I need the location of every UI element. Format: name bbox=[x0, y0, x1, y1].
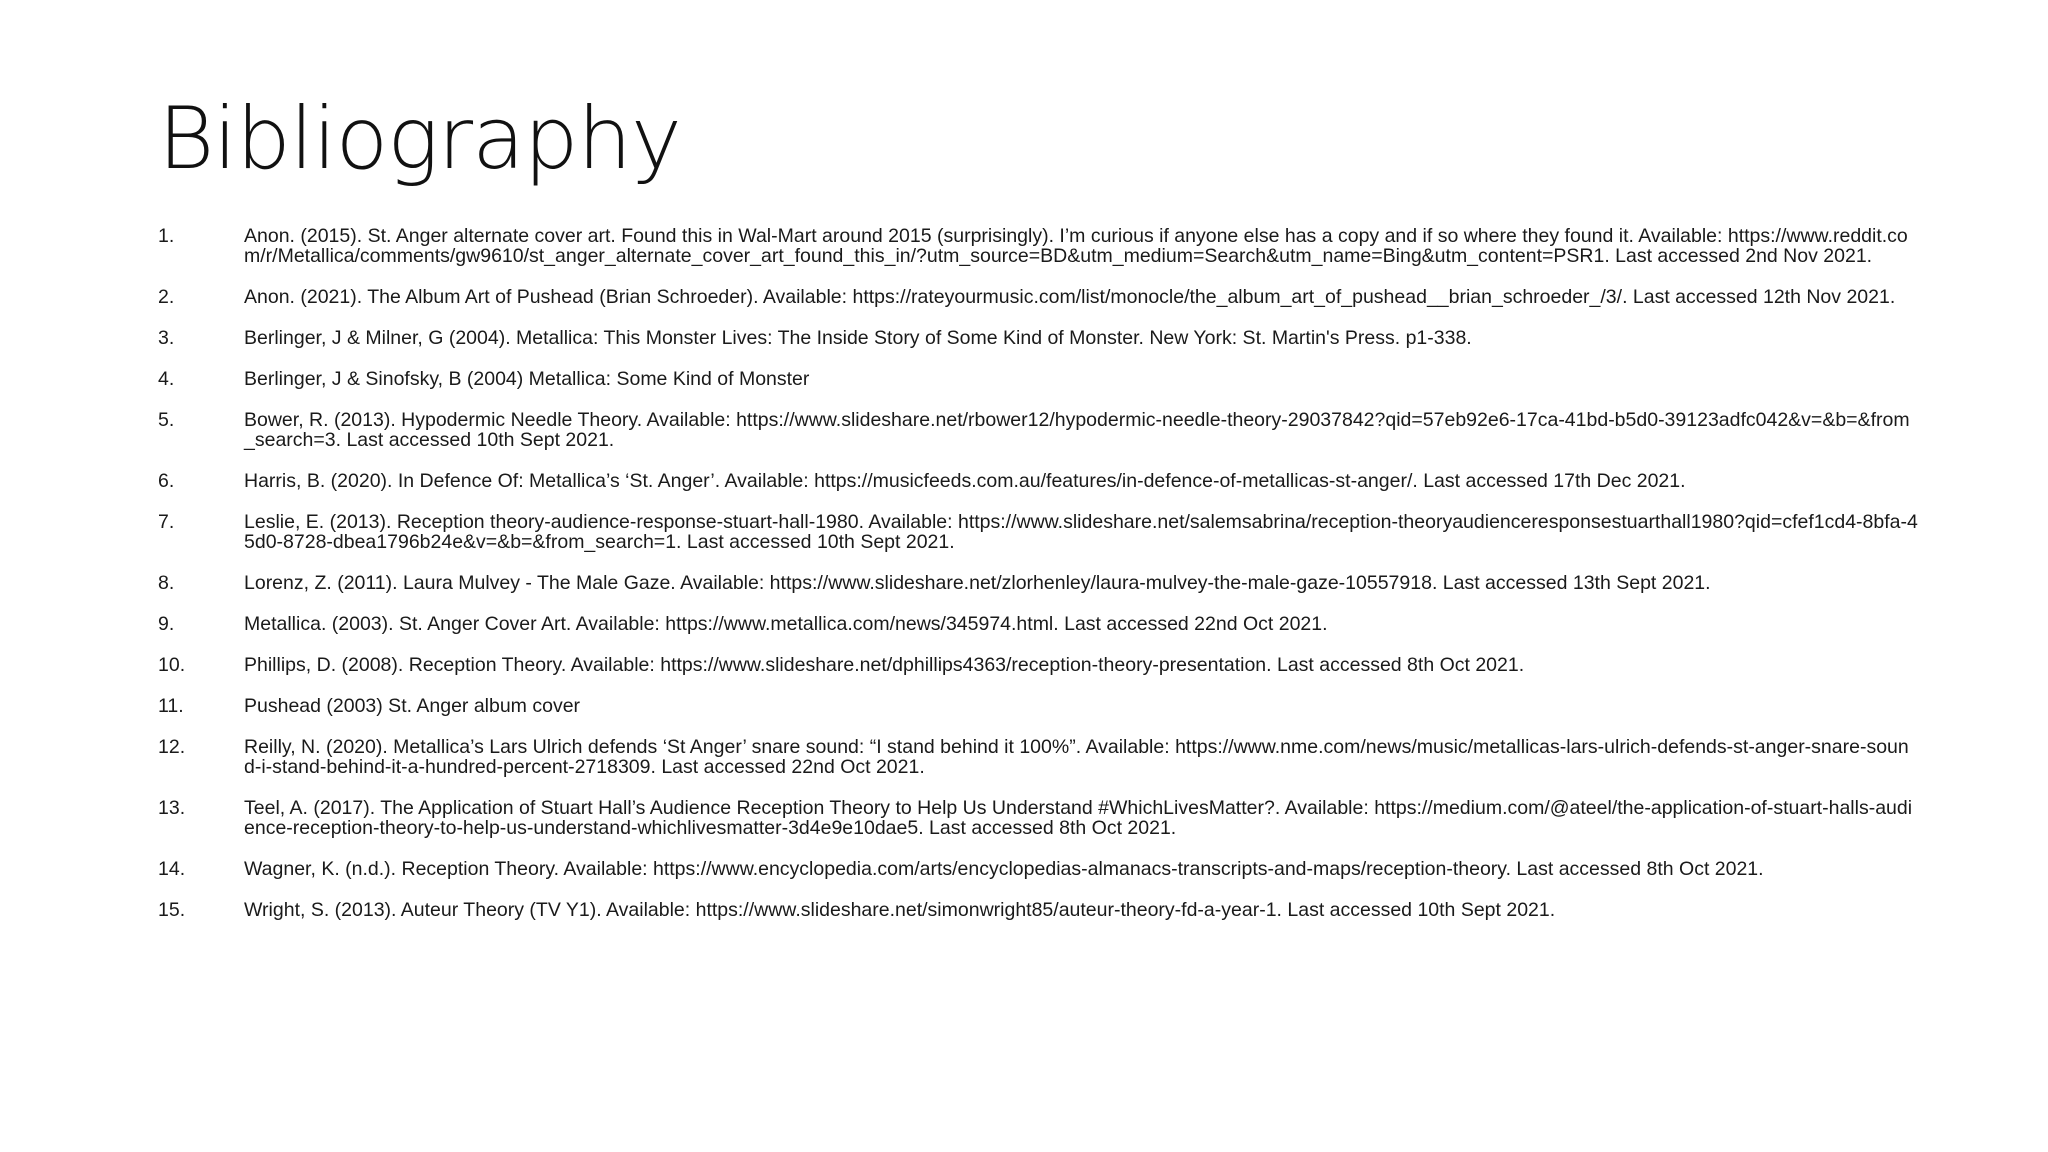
reference-number: 2. bbox=[158, 286, 175, 308]
reference-number: 15. bbox=[158, 899, 186, 921]
reference-item bbox=[158, 573, 1918, 593]
reference-item bbox=[158, 614, 1918, 634]
reference-item bbox=[158, 737, 1918, 777]
slide-title: Bibliography bbox=[158, 89, 681, 189]
reference-number: 4. bbox=[158, 368, 175, 390]
reference-text: Phillips, D. (2008). Reception Theory. Available: https://www.slideshare.net/dphillips4363/reception-theory-presentation. Last accessed 8th Oct 2021. bbox=[244, 654, 1525, 676]
reference-item bbox=[158, 696, 1918, 716]
reference-item bbox=[158, 369, 1918, 389]
reference-text: Reilly, N. (2020). Metallica’s Lars Ulrich defends ‘St Anger’ snare sound: “I stand behind it 100%”. Available: https://www.nme.com/news/music/metallicas-lars-ulrich-defends-st-anger-snare-sound-i-stand-behind-it-a-hundred-percent-2718309. Last accessed 22nd Oct 2021. bbox=[244, 736, 1909, 778]
reference-item bbox=[158, 226, 1918, 266]
reference-text: Harris, B. (2020). In Defence Of: Metallica’s ‘St. Anger’. Available: https://musicfeeds.com.au/features/in-defence-of-metallicas-st-anger/. Last accessed 17th Dec 2021. bbox=[244, 470, 1686, 492]
reference-text: Anon. (2021). The Album Art of Pushead (Brian Schroeder). Available: https://rateyourmusic.com/list/monocle/the_album_art_of_pushead__brian_schroeder_/3/. Last accessed 12th Nov 2021. bbox=[244, 286, 1896, 308]
reference-number: 8. bbox=[158, 572, 175, 594]
reference-text: Metallica. (2003). St. Anger Cover Art. Available: https://www.metallica.com/news/345974.html. Last accessed 22nd Oct 2021. bbox=[244, 613, 1328, 635]
reference-number: 7. bbox=[158, 511, 175, 533]
reference-item bbox=[158, 655, 1918, 675]
reference-text: Wright, S. (2013). Auteur Theory (TV Y1). Available: https://www.slideshare.net/simonwright85/auteur-theory-fd-a-year-1. Last accessed 10th Sept 2021. bbox=[244, 899, 1556, 921]
reference-text: Lorenz, Z. (2011). Laura Mulvey - The Male Gaze. Available: https://www.slideshare.net/zlorhenley/laura-mulvey-the-male-gaze-10557918. Last accessed 13th Sept 2021. bbox=[244, 572, 1711, 594]
reference-item bbox=[158, 287, 1918, 307]
reference-text: Berlinger, J & Milner, G (2004). Metallica: This Monster Lives: The Inside Story of Some Kind of Monster. New York: St. Martin's Press. p1-338. bbox=[244, 327, 1472, 349]
reference-number: 12. bbox=[158, 736, 186, 758]
reference-number: 3. bbox=[158, 327, 175, 349]
reference-item bbox=[158, 900, 1918, 920]
reference-item bbox=[158, 512, 1918, 552]
reference-text: Bower, R. (2013). Hypodermic Needle Theory. Available: https://www.slideshare.net/rbower12/hypodermic-needle-theory-29037842?qid=57eb92e6-17ca-41bd-b5d0-39123adfc042&v=&b=&from_search=3. Last accessed 10th Sept 2021. bbox=[244, 409, 1910, 451]
reference-text: Teel, A. (2017). The Application of Stuart Hall’s Audience Reception Theory to Help Us Understand #WhichLivesMatter?. Available: https://medium.com/@ateel/the-application-of-stuart-halls-audience-reception-theory-to-help-us-understand-whichlivesmatter-3d4e9e10dae5. Last accessed 8th Oct 2021. bbox=[244, 797, 1913, 839]
reference-number: 14. bbox=[158, 858, 186, 880]
reference-list bbox=[158, 226, 1918, 941]
reference-item bbox=[158, 410, 1918, 450]
reference-number: 10. bbox=[158, 654, 186, 676]
reference-text: Wagner, K. (n.d.). Reception Theory. Available: https://www.encyclopedia.com/arts/encyclopedias-almanacs-transcripts-and-maps/reception-theory. Last accessed 8th Oct 2021. bbox=[244, 858, 1764, 880]
reference-number: 9. bbox=[158, 613, 175, 635]
reference-number: 5. bbox=[158, 409, 175, 431]
reference-item bbox=[158, 859, 1918, 879]
reference-text: Leslie, E. (2013). Reception theory-audience-response-stuart-hall-1980. Available: https://www.slideshare.net/salemsabrina/reception-theoryaudienceresponsestuarthall1980?qid=cfef1cd4-8bfa-45d0-8728-dbea1796b24e&v=&b=&from_search=1. Last accessed 10th Sept 2021. bbox=[244, 511, 1918, 553]
reference-number: 13. bbox=[158, 797, 186, 819]
reference-number: 11. bbox=[158, 695, 184, 717]
reference-item bbox=[158, 328, 1918, 348]
reference-text: Pushead (2003) St. Anger album cover bbox=[244, 695, 581, 717]
reference-text: Berlinger, J & Sinofsky, B (2004) Metallica: Some Kind of Monster bbox=[244, 368, 810, 390]
reference-number: 1. bbox=[158, 225, 175, 247]
reference-item bbox=[158, 798, 1918, 838]
reference-text: Anon. (2015). St. Anger alternate cover art. Found this in Wal-Mart around 2015 (surprisingly). I’m curious if anyone else has a copy and if so where they found it. Available: https://www.reddit.com/r/Metallica/comments/gw9610/st_anger_alternate_cover_art_found_this_in/?utm_source=BD&utm_medium=Search&utm_name=Bing&utm_content=PSR1. Last accessed 2nd Nov 2021. bbox=[244, 225, 1908, 267]
reference-number: 6. bbox=[158, 470, 175, 492]
reference-item bbox=[158, 471, 1918, 491]
